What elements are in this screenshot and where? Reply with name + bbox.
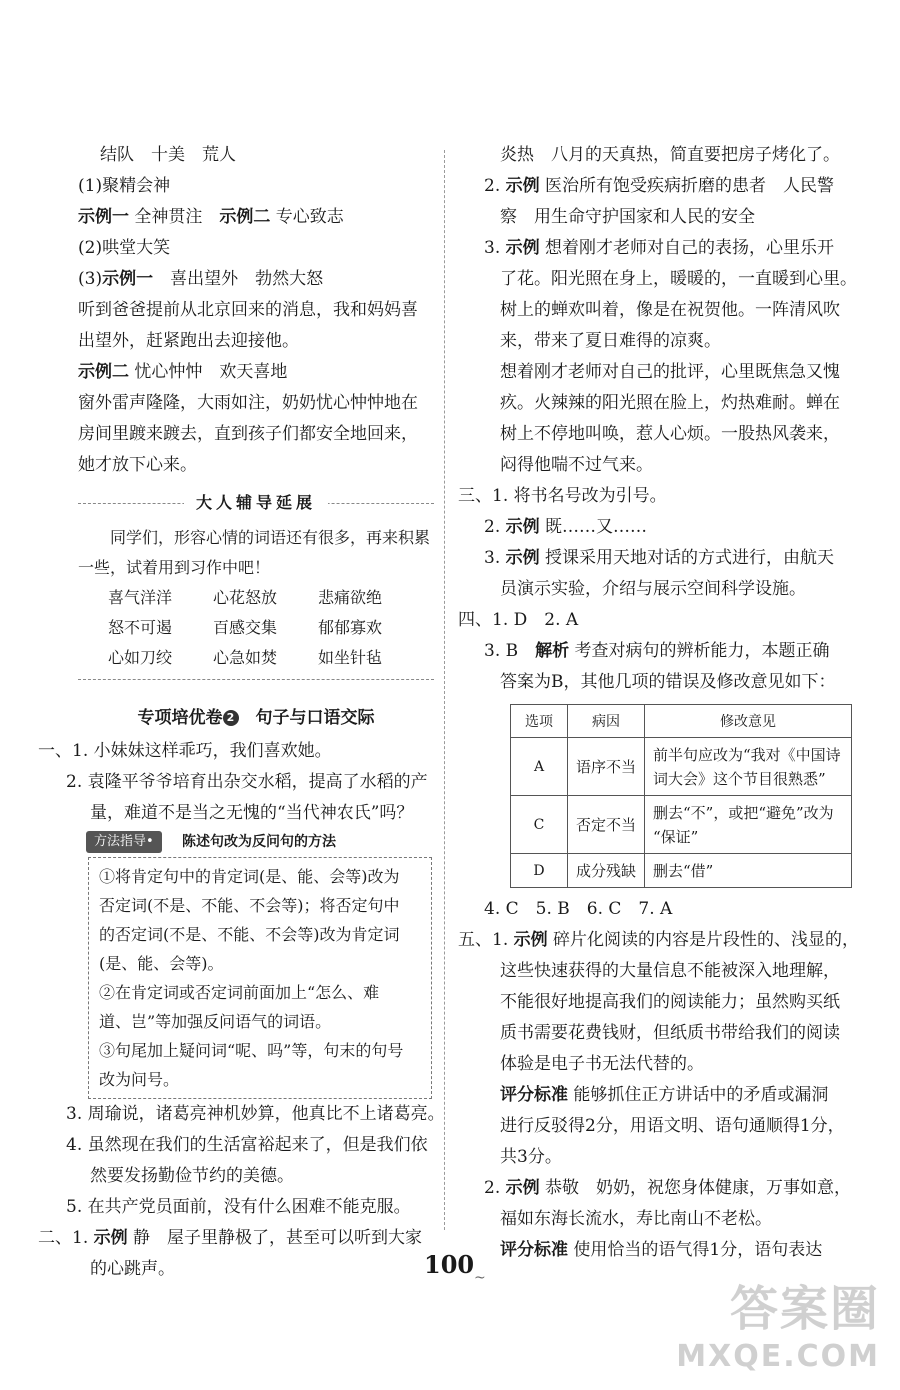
answer-line: 一、1. 小妹妹这样乖巧，我们喜欢她。: [38, 741, 332, 761]
table-row: [511, 854, 852, 888]
text-span: 五、1.: [458, 930, 514, 950]
section-title-text: 句子与口语交际: [238, 708, 375, 728]
word-item: 心花怒放: [213, 588, 278, 607]
example-label: 示例: [505, 548, 540, 568]
answer-line: 5. 在共产党员面前，没有什么困难不能克服。: [66, 1197, 411, 1217]
answer-line: 共3分。: [500, 1147, 562, 1167]
answer-line: 的心跳声。: [90, 1259, 175, 1279]
example-label: 示例: [93, 1228, 128, 1248]
text-span: 医治所有饱受疾病折磨的患者 人民警: [539, 176, 835, 196]
answer-line: 体验是电子书无法代替的。: [500, 1054, 704, 1074]
answer-line: [458, 1080, 858, 1111]
word-item: 郁郁寡欢: [318, 618, 383, 637]
cell-line: 前半句应改为“我对《中国诗: [653, 745, 841, 764]
dashed-rule: [78, 679, 434, 680]
method-box: [88, 857, 432, 1099]
word-item: 心急如焚: [213, 648, 278, 667]
answer-line: [458, 1173, 858, 1204]
answer-line: 4. 虽然现在我们的生活富裕起来了，但是我们依: [66, 1135, 428, 1155]
text-span: 全神贯注: [129, 207, 220, 227]
text-span: 二、1.: [38, 1228, 94, 1248]
text-line: 听到爸爸提前从北京回来的消息，我和妈妈喜: [78, 300, 418, 320]
watermark-url: MXQE.COM: [676, 1339, 880, 1374]
extension-header: [78, 489, 434, 517]
method-line: (是、能、会等)。: [99, 954, 224, 973]
answer-line: 四、1. D 2. A: [458, 610, 579, 630]
answer-line: [458, 512, 858, 543]
text-span: 3. B: [484, 641, 536, 661]
text-span: 使用恰当的语气得1分，语句表达: [568, 1240, 823, 1260]
watermark-logo-text: 答案圈: [729, 1281, 880, 1337]
text-span: 恭敬 奶奶，祝您身体健康，万事如意，: [539, 1178, 852, 1198]
word-item: 心如刀绞: [108, 648, 173, 667]
swirl-ornament: ~: [474, 1270, 486, 1286]
example-label: 示例一: [102, 269, 154, 289]
text-line: 她才放下心来。: [78, 455, 197, 475]
answer-line: 然要发扬勤俭节约的美德。: [90, 1166, 294, 1186]
text-span: 专心致志: [270, 207, 344, 227]
cell-line: “保证”: [653, 827, 699, 846]
word-item: 悲痛欲绝: [318, 588, 383, 607]
table-cell: D: [511, 854, 568, 888]
answer-line: [458, 1235, 858, 1266]
watermark: [676, 1270, 880, 1374]
answer-line: [458, 171, 858, 202]
table-cell: 成分残缺: [568, 854, 645, 888]
answer-line: 答案为B，其他几项的错误及修改意见如下：: [500, 672, 836, 692]
method-tag: 方法指导•: [86, 831, 162, 853]
column-divider: [444, 150, 445, 1230]
extension-title: 大人辅导延展: [184, 489, 328, 517]
answer-line: 进行反驳得2分，用语文明、语句通顺得1分，: [500, 1116, 845, 1136]
text-line: 房间里踱来踱去，直到孩子们都安全地回来，: [78, 424, 418, 444]
text-line: [78, 264, 434, 295]
table-row: [511, 796, 852, 854]
text-span: 授课采用天地对话的方式进行，由航天: [539, 548, 835, 568]
right-column: [458, 140, 858, 1266]
method-line: ③句尾加上疑问词“呢、吗”等，句末的句号: [99, 1041, 404, 1060]
table-cell: [645, 796, 852, 854]
left-column: [38, 140, 445, 1285]
word-item: 喜气洋洋: [108, 588, 173, 607]
text-span: 想着刚才老师对自己的表扬，心里乐开: [539, 238, 835, 258]
text-span: 既……又……: [539, 517, 648, 537]
section-title-text: 专项培优卷: [137, 708, 223, 728]
text-line: (2)哄堂大笑: [78, 238, 171, 258]
score-label: 评分标准: [500, 1240, 568, 1260]
section-title: [78, 700, 434, 736]
method-line: 否定词(不是、不能、不会等)；将否定句中: [99, 896, 400, 915]
text-span: (3): [78, 269, 103, 289]
answer-line: 疚。火辣辣的阳光照在脸上，灼热难耐。蝉在: [500, 393, 840, 413]
table-cell: [645, 738, 852, 796]
text-line: 窗外雷声隆隆，大雨如注，奶奶忧心忡忡地在: [78, 393, 418, 413]
word-item: 百感交集: [213, 618, 278, 637]
method-line: 的否定词(不是、不能、不会等)改为肯定词: [99, 925, 400, 944]
table-cell: 否定不当: [568, 796, 645, 854]
table-row: [511, 738, 852, 796]
table-cell: C: [511, 796, 568, 854]
text-line: [78, 202, 434, 233]
method-title: 陈述句改为反问句的方法: [182, 834, 336, 850]
table-cell: 删去“借”: [645, 854, 852, 888]
text-span: 考查对病句的辨析能力，本题正确: [569, 641, 830, 661]
text-line: 结队 十美 荒人: [100, 145, 236, 165]
word-grid: [78, 583, 434, 673]
text-span: 喜出望外 勃然大怒: [153, 269, 324, 289]
text-span: 碎片化阅读的内容是片段性的、浅显的，: [547, 930, 860, 950]
table-header-row: [511, 705, 852, 738]
text-span: 2.: [484, 517, 506, 537]
text-span: 忧心忡忡 欢天喜地: [129, 362, 288, 382]
answer-line: 3. 周瑜说，诸葛亮神机妙算，他真比不上诸葛亮。: [66, 1104, 445, 1124]
analysis-label: 解析: [535, 641, 570, 661]
section-number-badge: 2: [223, 710, 239, 726]
answer-line: 福如东海长流水，寿比南山不老松。: [500, 1209, 772, 1229]
text-span: 2.: [484, 1178, 506, 1198]
text-span: 3.: [484, 548, 506, 568]
method-header: [86, 831, 434, 855]
table-cell: 语序不当: [568, 738, 645, 796]
example-label: 示例: [505, 176, 540, 196]
answer-line: [458, 925, 858, 956]
answer-line: 不能很好地提高我们的阅读能力；虽然购买纸: [500, 992, 840, 1012]
example-label: 示例: [513, 930, 548, 950]
text-line: [78, 357, 434, 388]
answer-line: 这些快速获得的大量信息不能被深入地理解，: [500, 961, 840, 981]
table-cell: A: [511, 738, 568, 796]
answer-line: 树上不停地叫唤，惹人心烦。一股热风袭来，: [500, 424, 840, 444]
error-table: [510, 704, 852, 888]
extension-text: 同学们，形容心情的词语还有很多，再来积累一些，试着用到习作中吧！: [78, 528, 431, 577]
table-header: 选项: [511, 705, 568, 738]
example-label: 示例: [505, 517, 540, 537]
text-span: 3.: [484, 238, 506, 258]
text-span: 静 屋子里静极了，甚至可以听到大家: [127, 1228, 423, 1248]
answer-line: [458, 636, 858, 667]
example-label: 示例二: [219, 207, 271, 227]
answer-line: 质书需要花费钱财，但纸质书带给我们的阅读: [500, 1023, 840, 1043]
cell-line: 词大会》这个节目很熟悉”: [653, 769, 826, 788]
example-label: 示例一: [78, 207, 129, 227]
answer-line: 4. C 5. B 6. C 7. A: [484, 899, 673, 919]
table-header: 病因: [568, 705, 645, 738]
text-span: 能够抓住正方讲话中的矛盾或漏洞: [568, 1085, 829, 1105]
answer-line: 察 用生命守护国家和人民的安全: [500, 207, 755, 227]
answer-line: 树上的蝉欢叫着，像是在祝贺他。一阵清风吹: [500, 300, 840, 320]
answer-line: 三、1. 将书名号改为引号。: [458, 486, 667, 506]
cell-line: 删去“不”，或把“避免”改为: [653, 803, 834, 822]
word-item: 怒不可遏: [108, 618, 173, 637]
page-number: 100: [424, 1250, 475, 1279]
method-line: ②在肯定词或否定词前面加上“怎么、难: [99, 983, 380, 1002]
text-line: (1)聚精会神: [78, 176, 171, 196]
answer-line: 2. 袁隆平爷爷培育出杂交水稻，提高了水稻的产: [66, 772, 428, 792]
answer-line: 量，难道不是当之无愧的“当代神农氏”吗？: [90, 803, 414, 823]
answer-line: 闷得他喘不过气来。: [500, 455, 653, 475]
text-span: 2.: [484, 176, 506, 196]
method-line: ①将肯定句中的肯定词(是、能、会等)改为: [99, 867, 400, 886]
answer-line: 想着刚才老师对自己的批评，心里既焦急又愧: [500, 362, 840, 382]
text-line: 出望外，赶紧跑出去迎接他。: [78, 331, 299, 351]
example-label: 示例: [505, 238, 540, 258]
answer-line: 来，带来了夏日难得的凉爽。: [500, 331, 721, 351]
answer-line: [458, 233, 858, 264]
answer-line: [458, 543, 858, 574]
table-header: 修改意见: [645, 705, 852, 738]
answer-line: 炎热 八月的天真热，简直要把房子烤化了。: [500, 145, 840, 165]
answer-line: 了花。阳光照在身上，暖暖的，一直暖到心里。: [500, 269, 857, 289]
example-label: 示例: [505, 1178, 540, 1198]
method-line: 道、岂”等加强反问语气的词语。: [99, 1012, 332, 1031]
example-label: 示例二: [78, 362, 129, 382]
word-item: 如坐针毡: [318, 648, 383, 667]
answer-line: [38, 1223, 434, 1254]
score-label: 评分标准: [500, 1085, 568, 1105]
method-line: 改为问号。: [99, 1070, 180, 1089]
answer-line: 员演示实验，介绍与展示空间科学设施。: [500, 579, 806, 599]
